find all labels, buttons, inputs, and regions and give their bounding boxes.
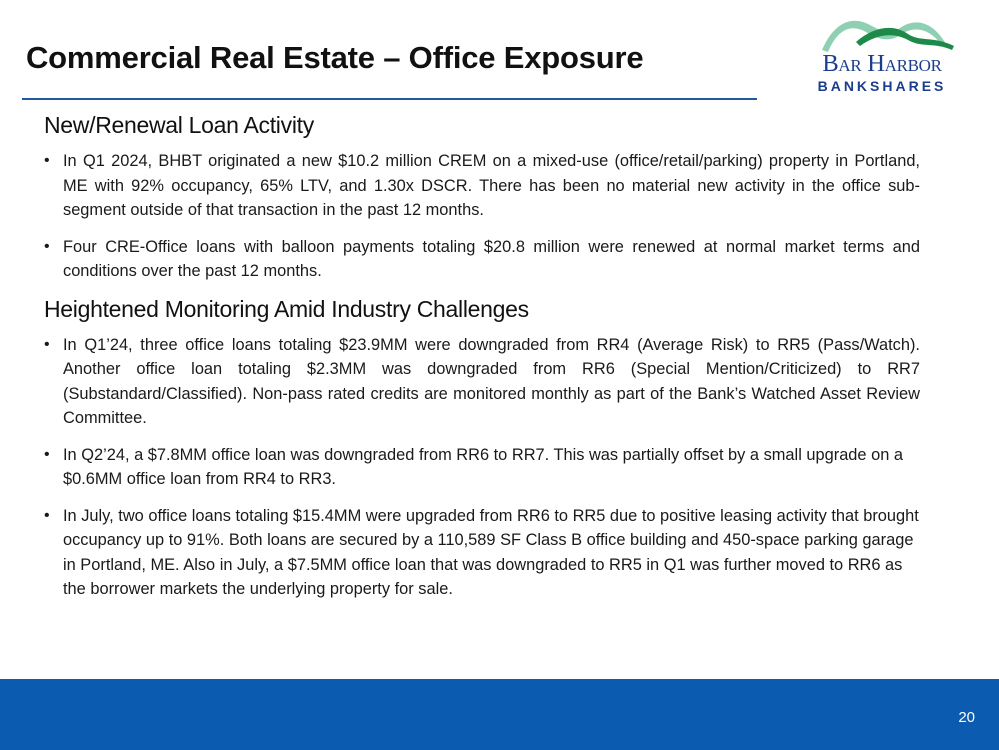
page-number: 20 (958, 709, 975, 726)
logo-wordmark: Bar Harbor (822, 50, 942, 77)
bullet-list (44, 149, 920, 284)
bullet-item: • In Q2’24, a $7.8MM office loan was downgraded from RR6 to RR7. This was partially offset by a small upgrade on a $0.6MM office loan from RR4 to RR3. (44, 443, 920, 492)
slide-content (44, 112, 920, 614)
section-new-renewal (44, 112, 920, 284)
section-heading: New/Renewal Loan Activity (44, 112, 314, 138)
bullet-item: • In Q1 2024, BHBT originated a new $10.2 million CREM on a mixed-use (office/retail/parking) property in Portland, ME with 92% occupancy, 65% LTV, and 1.30x DSCR. There has been no material new activity in the office sub-segment outside of that transaction in the past 12 months. (44, 149, 920, 223)
bullet-item: • In Q1’24, three office loans totaling $23.9MM were downgraded from RR4 (Average Risk) to RR5 (Pass/Watch). Another office loan totaling $2.3MM was downgraded from RR6 (Special Mention/Criticized) to RR7 (Substandard/Classified). Non-pass rated credits are monitored monthly as part of the Bank’s Watched Asset Review Committee. (44, 333, 920, 431)
section-heightened-monitoring (44, 296, 920, 602)
title-divider (22, 98, 757, 100)
bullet-item: • In July, two office loans totaling $15.4MM were upgraded from RR6 to RR5 due to positive leasing activity that brought occupancy up to 91%. Both loans are secured by a 110,589 SF Class B office building and 450-space parking garage in Portland, ME. Also in July, a $7.5MM office loan that was downgraded to RR5 in Q1 was further moved to RR6 as the borrower markets the underlying property for sale. (44, 504, 920, 602)
logo-subtitle: BANKSHARES (817, 78, 947, 94)
bullet-list (44, 333, 920, 602)
section-heading: Heightened Monitoring Amid Industry Challenges (44, 295, 529, 322)
footer-bar (0, 679, 999, 750)
wave-mountain-icon (796, 14, 966, 54)
bar-harbor-logo (796, 14, 966, 110)
slide-title: Commercial Real Estate – Office Exposure (26, 40, 644, 75)
bullet-item: • Four CRE-Office loans with balloon payments totaling $20.8 million were renewed at normal market terms and conditions over the past 12 months. (44, 235, 920, 284)
